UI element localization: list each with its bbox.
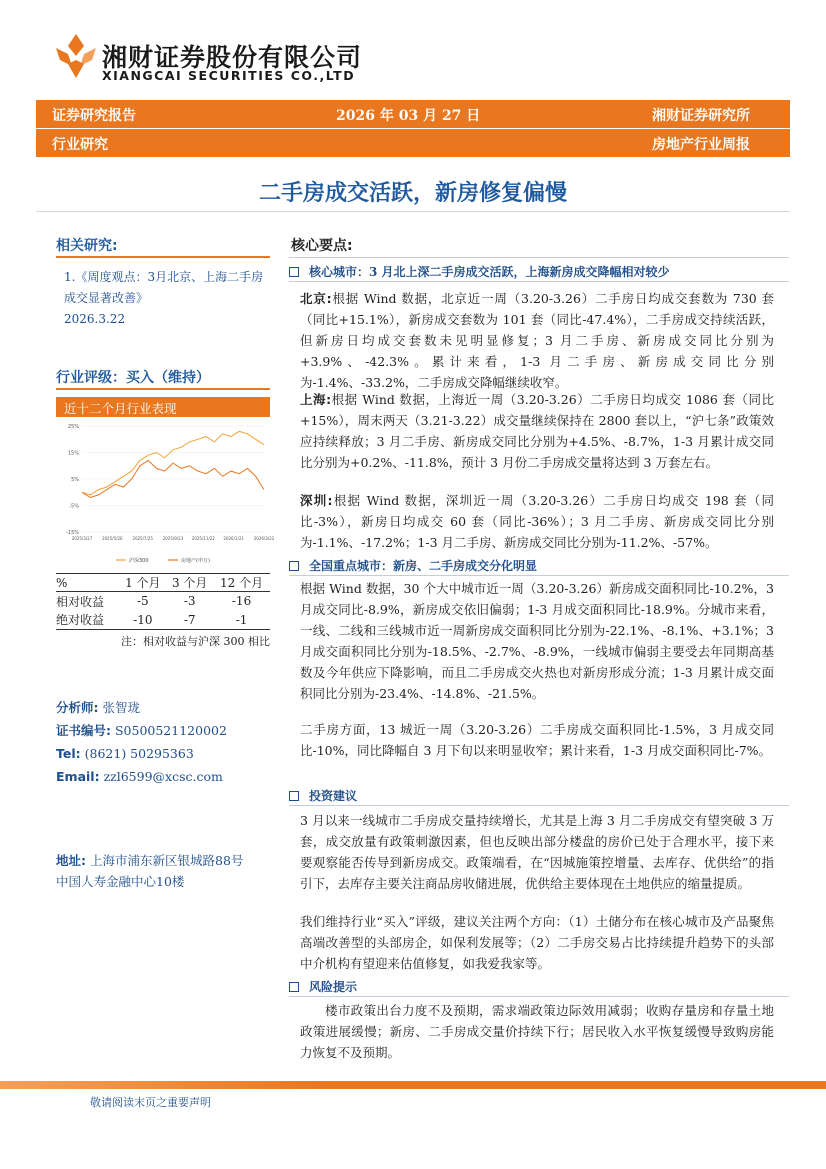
section-core-cities <box>289 263 670 280</box>
rating-divider <box>56 388 270 390</box>
table-row <box>56 592 270 611</box>
company-logo-icon <box>54 34 98 78</box>
related-item-date: 2026.3.22 <box>64 312 126 326</box>
table-cell: -7 <box>166 611 213 630</box>
table-cell: -10 <box>119 611 166 630</box>
report-date: 2026 年 03 月 27 日 <box>336 108 481 124</box>
section-divider <box>289 575 789 576</box>
disclaimer-note: 敬请阅读末页之重要声明 <box>90 1096 211 1109</box>
header-bar-top <box>36 100 790 128</box>
risk-paragraph: 楼市政策出台力度不及预期，需求端政策边际效用减弱；收购存量房和存量土地政策进展缓慢；新房、二手房成交量价持续下行；居民收入水平恢复缓慢导致购房能力恢复不及预期。 <box>300 1003 774 1060</box>
x-tick-label: 2025/11/22 <box>191 536 215 541</box>
analyst-label: 分析师: <box>56 700 99 715</box>
report-category: 行业研究 <box>52 137 108 153</box>
title-divider <box>36 211 790 212</box>
checkbox-bullet-icon <box>289 267 299 277</box>
paragraph-text: 根据 Wind 数据，上海近一周（3.20-3.26）二手房日均成交 1086 套（同比+15%），周末两天（3.21-3.22）成交量继续保持在 2800 套以上，“沪七条”政策效应持续释放；3 月二手房、新房成交同比分别为+4.5%、-8.7%，1-3 月累计成交同比分别为+0.2%、-11.8%，预计 3 月份二手房成交量将达到 3 万套左右。 <box>300 392 775 470</box>
email-label: Email: <box>56 769 100 784</box>
national-paragraph-1: 根据 Wind 数据，30 个大中城市近一周（3.20-3.26）新房成交面积同比-10.2%，3 月成交同比-8.9%，新房成交依旧偏弱；1-3 月成交面积同比-18.9%。分城市来看，一线、二线和三线城市近一周新房成交面积同比分别为-22.1%、-8.1%、+3.1%；3 月成交面积同比分别为-18.5%、-2.7%、-8.9%，一线城市偏弱主要受去年同期高基数及今年供应下降影响，而且二手房成交火热也对新房形成分流；1-3 月累计成交面积同比分别为-23.4%、-14.8%、-21.5%。 <box>300 581 774 701</box>
tel-number: (8621) 50295363 <box>84 746 194 761</box>
header-bar-bottom <box>36 129 790 157</box>
company-name-cn: 湘财证券股份有限公司 <box>102 43 363 72</box>
y-tick-label: -15% <box>66 530 79 536</box>
x-tick-label: 2026/3/22 <box>253 536 275 541</box>
core-divider <box>289 257 789 258</box>
performance-banner: 近十二个月行业表现 <box>56 397 270 417</box>
y-tick-label: 25% <box>67 424 79 430</box>
x-tick-label: 2025/3/27 <box>71 536 93 541</box>
city-label: 上海: <box>300 392 332 407</box>
table-cell: 相对收益 <box>56 594 105 609</box>
performance-chart <box>56 420 275 570</box>
paragraph-text: 根据 Wind 数据，深圳近一周（3.20-3.26）二手房日均成交 198 套（同比-3%），新房日均成交 60 套（同比-36%）；3 月二手房、新房成交同比分别为-1.1%、-17.2%；1-3 月二手房、新房成交同比分别为-11.2%、-57%。 <box>300 493 774 550</box>
table-cell: -1 <box>213 611 270 630</box>
national-paragraph-2: 二手房方面，13 城近一周（3.20-3.26）二手房成交面积同比-1.5%，3 月成交同比-10%，同比降幅自 3 月下旬以来明显收窄；累计来看，1-3 月成交面积同比-7%。 <box>300 722 774 758</box>
section-divider <box>289 996 789 997</box>
table-row <box>56 611 270 630</box>
x-tick-label: 2026/1/21 <box>223 536 244 541</box>
col-header: 1 个月 <box>119 574 166 592</box>
section-title: 全国重点城市：新房、二手房成交分化明显 <box>309 559 538 573</box>
table-cell: -5 <box>136 594 149 609</box>
cert-number: S0500521120002 <box>114 723 227 738</box>
x-tick-label: 2025/7/25 <box>132 536 153 541</box>
investment-paragraph-2: 我们维持行业“买入”评级，建议关注两个方向：（1）土储分布在核心城市及产品聚焦高端改善型的头部房企，如保利发展等；（2）二手房交易占比持续提升趋势下的头部中介机构有望迎来估值修复，如我爱我家等。 <box>300 914 774 971</box>
address-block <box>56 850 276 892</box>
section-divider <box>289 281 789 282</box>
section-divider <box>289 805 789 806</box>
table-cell: -3 <box>183 594 196 609</box>
rating-heading: 行业评级：买入（维持） <box>56 370 210 386</box>
related-divider <box>56 256 270 258</box>
address-line2: 中国人寿金融中心10楼 <box>56 874 185 889</box>
company-name-en: XIANGCAI SECURITIES CO.,LTD <box>102 68 356 83</box>
checkbox-bullet-icon <box>289 982 299 992</box>
footer-bar <box>0 1081 826 1089</box>
table-note: 注：相对收益与沪深 300 相比 <box>121 635 270 648</box>
page-title: 二手房成交活跃，新房修复偏慢 <box>258 181 567 206</box>
col-header: % <box>56 574 119 592</box>
y-tick-label: 5% <box>71 477 79 483</box>
beijing-paragraph <box>300 288 774 393</box>
table-cell: -16 <box>231 594 252 609</box>
section-title: 投资建议 <box>309 789 358 803</box>
section-investment <box>289 787 357 804</box>
table-cell: 绝对收益 <box>56 611 119 630</box>
core-points-heading: 核心要点: <box>291 238 353 254</box>
address-label: 地址: <box>56 853 86 868</box>
y-tick-label: -5% <box>69 503 79 510</box>
research-institute: 湘财证券研究所 <box>652 108 750 124</box>
shanghai-paragraph <box>300 389 774 473</box>
legend-label: 沪深300 <box>129 558 149 564</box>
investment-paragraph-1: 3 月以来一线城市二手房成交量持续增长，尤其是上海 3 月二手房成交有望突破 3 万套，成交放量有政策刺激因素，但也反映出部分楼盘的房价已处于合理水平，接下来要观察能否传导到新房成交。政策端看，在“因城施策控增量、去库存、优供给”的指引下，去库存主要关注商品房收储进展，优供给主要体现在土地供应的缩量提质。 <box>300 813 774 891</box>
report-series: 房地产行业周报 <box>652 137 750 153</box>
legend-label: 房地产(申万) <box>181 558 210 564</box>
address-line1: 上海市浦东新区银城路88号 <box>89 853 244 868</box>
related-item-title: 1.《周度观点：3月北京、上海二手房成交显著改善》 <box>64 270 264 305</box>
report-type: 证券研究报告 <box>52 108 136 124</box>
city-label: 深圳: <box>300 493 333 508</box>
section-risk <box>289 978 357 995</box>
checkbox-bullet-icon <box>289 791 299 801</box>
related-research-item[interactable] <box>64 267 270 330</box>
related-research-heading: 相关研究: <box>56 238 118 254</box>
analyst-info <box>56 696 227 788</box>
city-label: 北京: <box>300 291 332 306</box>
section-title: 风险提示 <box>309 980 358 994</box>
shenzhen-paragraph <box>300 490 774 553</box>
y-tick-label: 15% <box>67 450 79 457</box>
analyst-name: 张智珑 <box>102 700 140 715</box>
email-link[interactable]: zzl6599@xcsc.com <box>103 769 223 784</box>
x-tick-label: 2025/5/26 <box>102 536 123 541</box>
section-title: 核心城市：3 月北上深二手房成交活跃，上海新房成交降幅相对较少 <box>309 265 670 279</box>
col-header: 12 个月 <box>213 574 270 592</box>
col-header: 3 个月 <box>166 574 213 592</box>
paragraph-text: 根据 Wind 数据，北京近一周（3.20-3.26）二手房日均成交套数为 730 套（同比+15.1%），新房成交套数为 101 套（同比-47.4%），二手房成交持续活跃，但新房日均成交套数未见明显修复；3 月二手房、新房成交同比分别为+3.9%、-42.3%。累计来看，1-3 月二手房、新房成交同比分别为-1.4%、-33.2%，二手房成交降幅继续收窄。 <box>300 291 775 390</box>
performance-table <box>56 573 270 630</box>
cert-label: 证书编号: <box>56 723 111 738</box>
x-tick-label: 2025/9/23 <box>162 536 184 541</box>
table-header-row <box>56 574 270 592</box>
section-national-cities <box>289 557 537 574</box>
checkbox-bullet-icon <box>289 561 299 571</box>
tel-label: Tel: <box>56 746 81 761</box>
